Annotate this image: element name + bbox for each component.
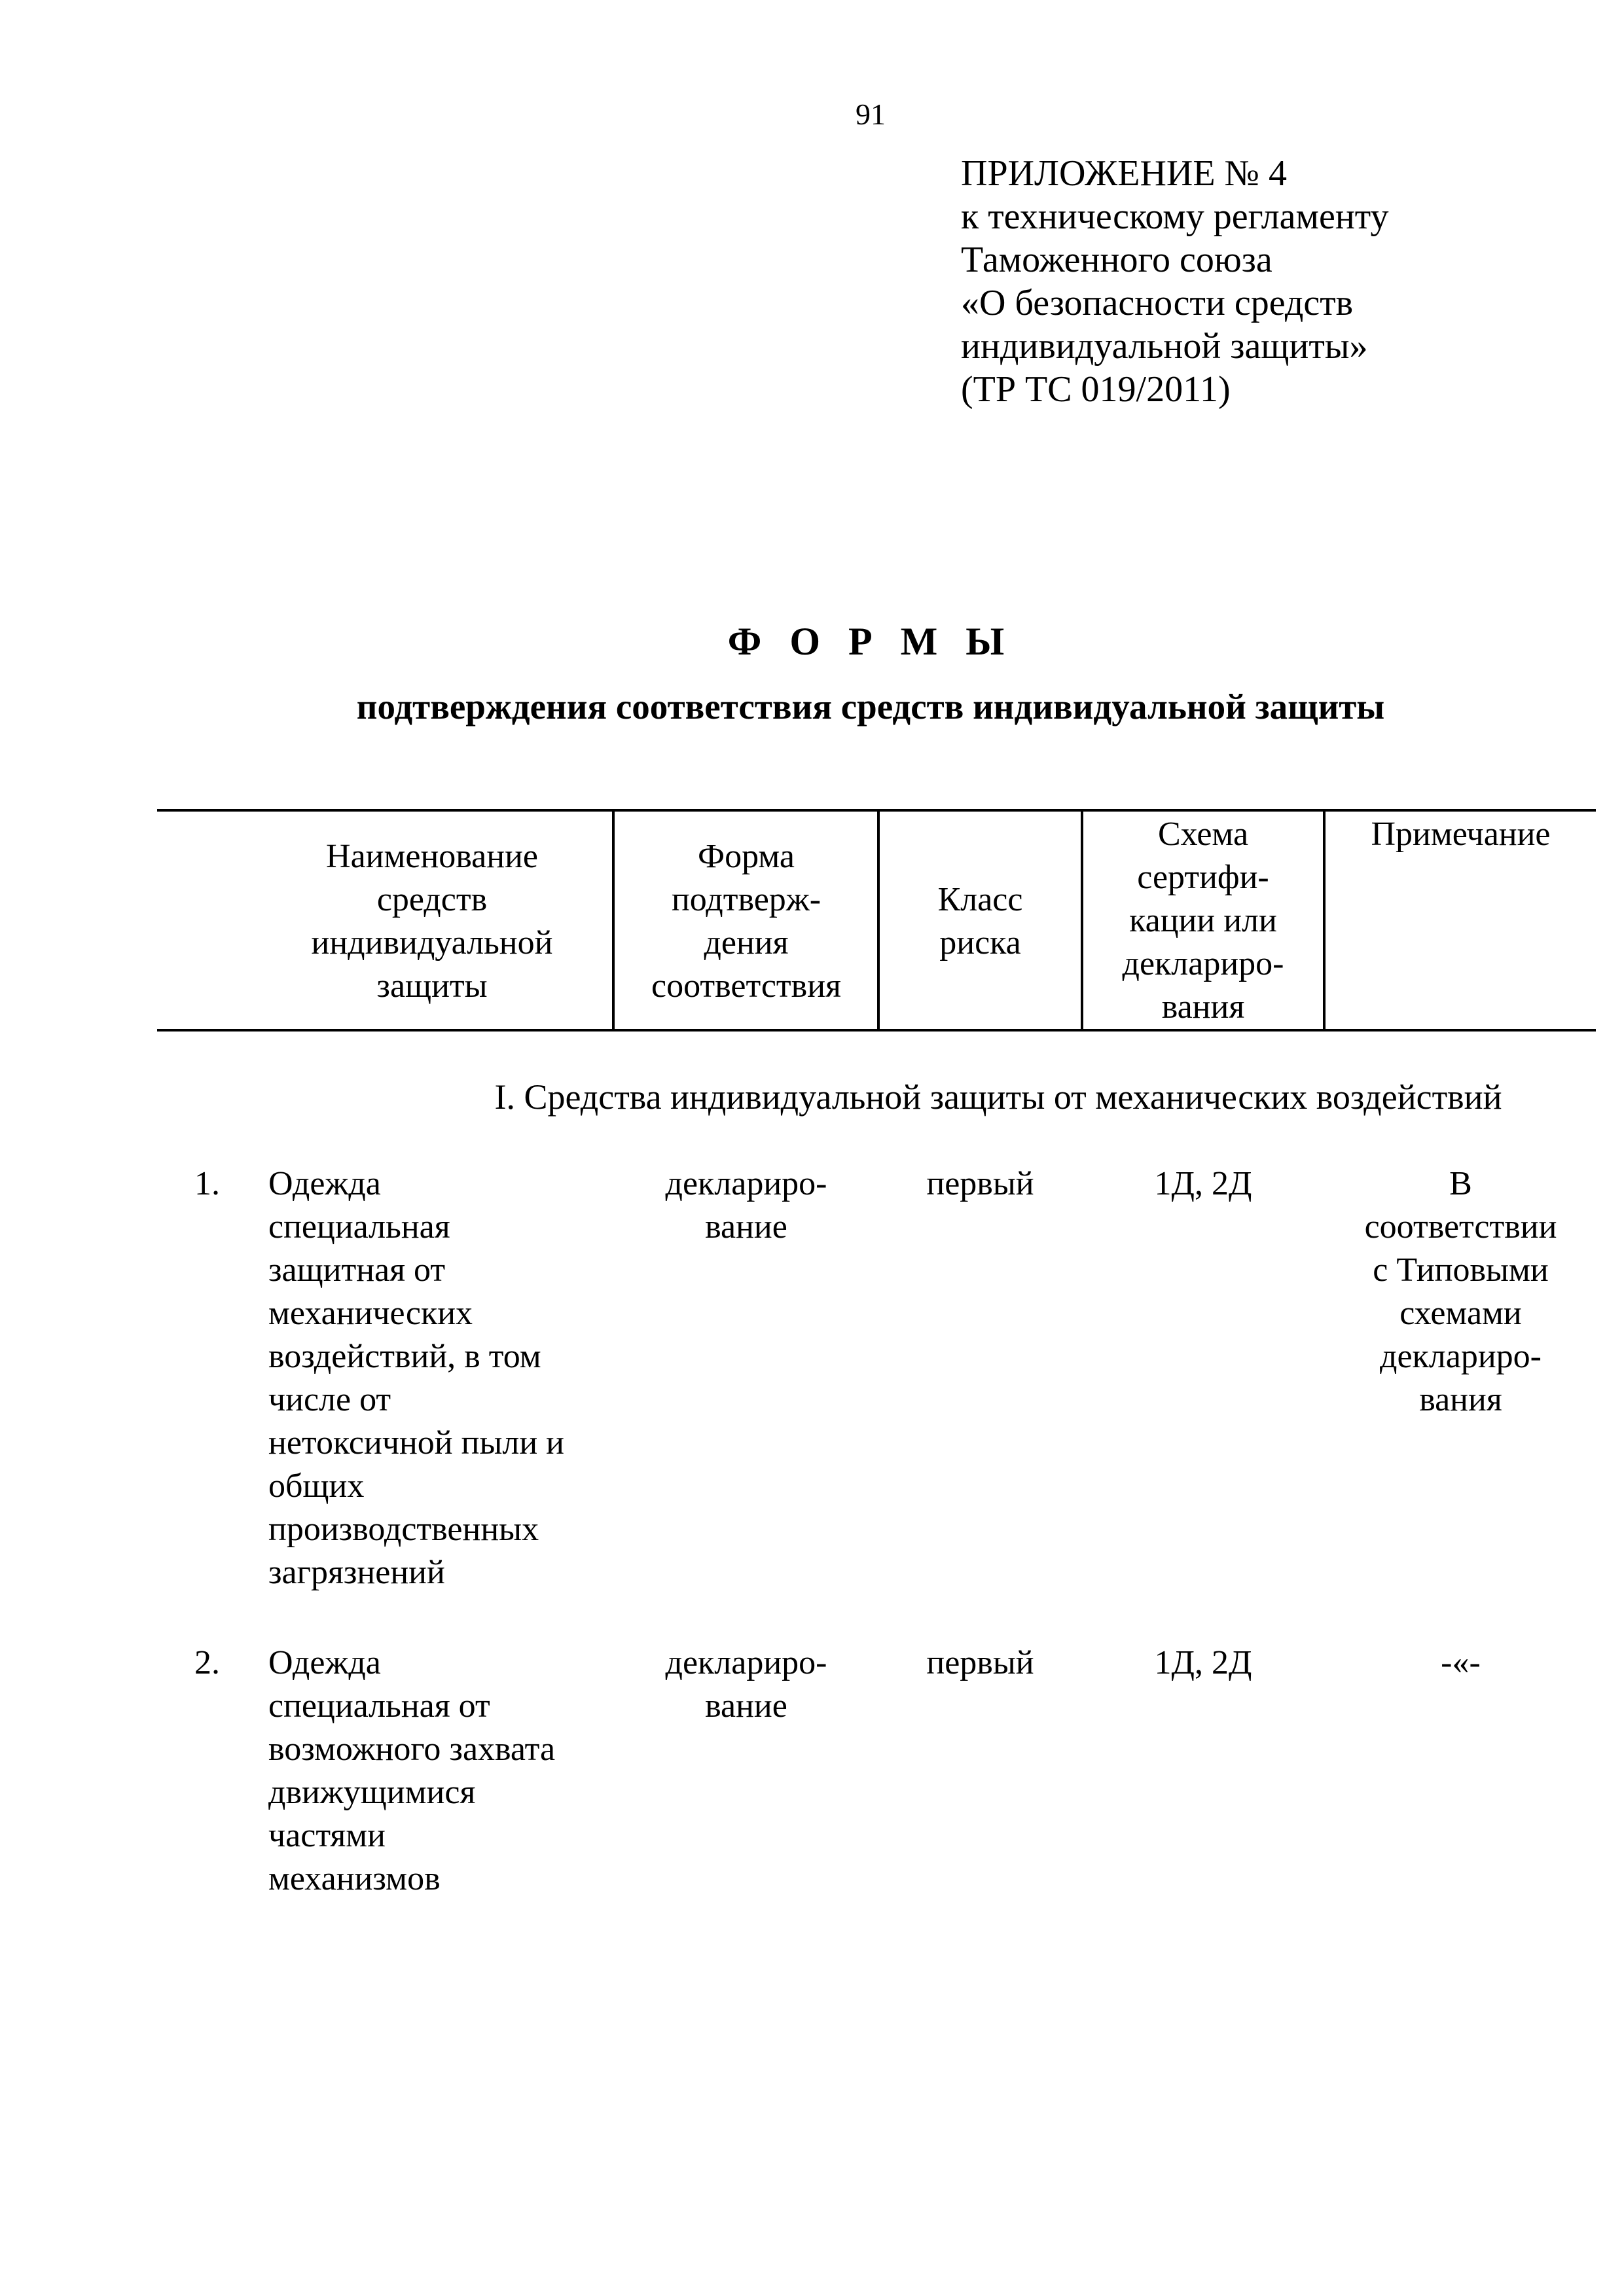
appendix-line: (ТР ТС 019/2011) xyxy=(961,369,1231,410)
document-title: Ф О Р М Ы xyxy=(727,620,1014,663)
appendix-line: ПРИЛОЖЕНИЕ № 4 xyxy=(961,153,1287,194)
appendix-line: Таможенного союза xyxy=(961,240,1272,280)
row-note: В соответствии с Типовыми схемами деклариро- вания xyxy=(1364,1165,1557,1418)
header-name: Наименование средств индивидуальной защиты xyxy=(311,838,553,1005)
appendix-line: «О безопасности средств xyxy=(961,283,1354,323)
section-title: I. Средства индивидуальной защиты от механических воздействий xyxy=(494,1077,1502,1117)
appendix-line: индивидуальной защиты» xyxy=(961,326,1368,367)
header-form: Форма подтверж- дения соответствия xyxy=(651,838,841,1005)
row-form: деклариро- вание xyxy=(665,1644,827,1725)
appendix-block xyxy=(961,152,1589,411)
row-risk-class: первый xyxy=(926,1644,1034,1681)
page-number: 91 xyxy=(856,98,886,131)
document-subtitle: подтверждения соответствия средств индивидуальной защиты xyxy=(356,687,1385,726)
row-name: Одежда специальная от возможного захвата движущимися частями механизмов xyxy=(268,1644,556,1897)
row-note: -«- xyxy=(1441,1644,1481,1681)
appendix-line: к техническому регламенту xyxy=(961,196,1389,237)
column-divider xyxy=(612,810,615,1031)
header-risk-class: Класс риска xyxy=(937,881,1023,961)
table-header-bottom-rule xyxy=(157,1029,1596,1031)
row-scheme: 1Д, 2Д xyxy=(1154,1644,1252,1681)
row-risk-class: первый xyxy=(926,1165,1034,1202)
header-scheme: Схема сертифи- кации или деклариро- вания xyxy=(1122,816,1284,1026)
row-scheme: 1Д, 2Д xyxy=(1154,1165,1252,1202)
row-name: Одежда специальная защитная от механических воздействий, в том числе от нетоксичной пыли и общих производственных загрязнений xyxy=(268,1165,565,1591)
row-number: 2. xyxy=(194,1644,220,1681)
row-form: деклариро- вание xyxy=(665,1165,827,1246)
table-top-rule xyxy=(157,809,1596,812)
row-number: 1. xyxy=(194,1165,220,1202)
header-note: Примечание xyxy=(1371,816,1551,853)
